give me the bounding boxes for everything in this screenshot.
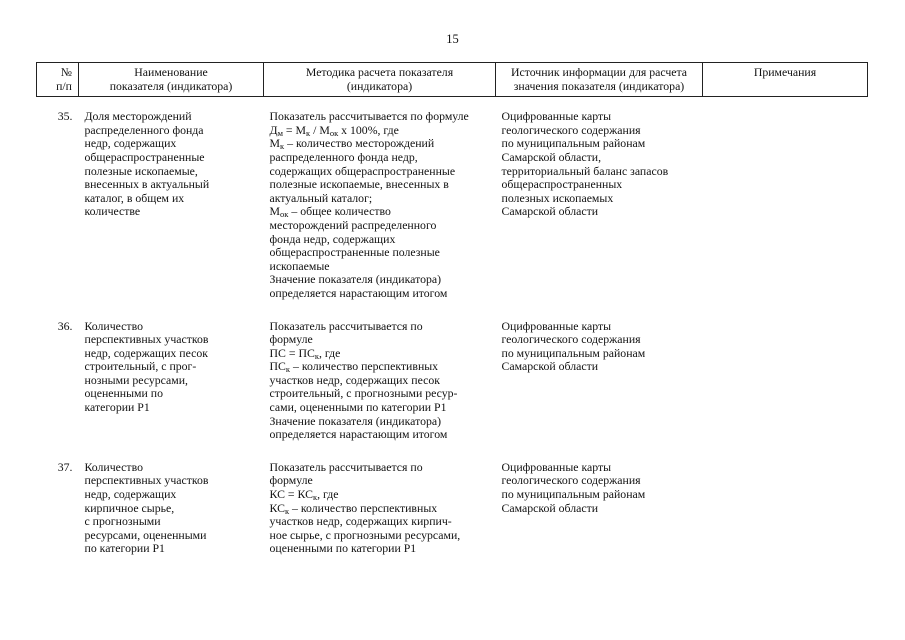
formula-part: ПС = ПС [269,345,315,360]
formula-subscript: к [306,127,311,138]
definition-text: – количество месторождений [284,136,435,151]
calculation-method [264,97,496,314]
name-line: внесенных в актуальный [84,177,210,192]
method-line: ископаемые [269,258,330,273]
source-line: по муниципальным районам [501,345,646,360]
source-line: по муниципальным районам [501,487,646,502]
name-line: Количество [84,459,143,474]
header-method-line: (индикатора) [346,78,413,93]
method-line: сами, оцененными по категории Р1 [269,400,447,415]
formula-part: х 100%, где [338,122,399,137]
indicators-table [36,62,868,556]
notes [703,97,868,314]
name-line: строительный, с прог- [84,359,197,374]
method-line: распределенного фонда недр, [269,149,418,164]
header-name-line: Наименование [134,65,208,79]
formula-subscript: м [277,127,283,138]
method-line: общераспространенные полезные [269,245,440,260]
header-num-line: п/п [56,78,72,93]
indicator-name [79,314,264,455]
method-line: Показатель рассчитывается по [269,318,423,333]
calculation-method [264,314,496,455]
name-line: Количество [84,318,143,333]
source-line: Оцифрованные карты [501,459,612,474]
header-notes-line: Примечания [753,65,817,79]
row-number: 36. [57,318,73,333]
name-line: Доля месторождений [84,109,192,124]
header-name [79,63,264,97]
information-source [496,314,703,455]
method-line: оцененными по категории Р1 [269,541,417,556]
variable-symbol: ПС [269,359,286,374]
source-line: Самарской области [501,359,599,374]
table-row [37,97,868,314]
method-line: формуле [269,473,313,488]
row-number: 37. [57,459,73,474]
information-source [496,455,703,556]
header-source-line: Источник информации для расчета [510,65,688,79]
method-line: Значение показателя (индикатора) [269,413,442,428]
method-line: определяется нарастающим итогом [269,285,448,300]
source-line: геологического содержания [501,473,641,488]
method-line: определяется нарастающим итогом [269,427,448,442]
source-line: по муниципальным районам [501,136,646,151]
formula-subscript: к [312,492,318,503]
source-line: полезных ископаемых [501,190,614,205]
table-row [37,455,868,556]
method-line: полезные ископаемые, внесенных в [269,177,449,192]
name-line: недр, содержащих песок [84,345,208,360]
row-number: 35. [57,109,73,124]
method-line: участков недр, содержащих кирпич- [269,514,452,529]
method-line: фонда недр, содержащих [269,231,396,246]
header-num-line: № [60,65,72,79]
formula-part: / М [310,122,330,137]
method-definition [270,205,492,219]
method-line: Значение показателя (индикатора) [269,272,442,287]
formula-part: , где [317,487,339,502]
formula-subscript: к [284,505,290,516]
definition-text: – количество перспективных [290,359,439,374]
name-line: по категории Р1 [84,541,165,556]
method-definition [270,137,492,151]
name-line: ресурсами, оцененными [84,527,207,542]
name-line: нозными ресурсами, [84,372,188,387]
formula-part: Д [269,122,278,137]
method-definition [270,360,492,374]
source-line: Самарской области [501,204,599,219]
source-line: общераспространенных [501,177,623,192]
name-line: распределенного фонда [84,122,204,137]
formula-subscript: ок [329,127,339,138]
header-num [37,63,79,97]
name-line: полезные ископаемые, [84,163,198,178]
method-line: Показатель рассчитывается по формуле [269,109,469,124]
method-line: содержащих общераспространенные [269,163,456,178]
source-line: Самарской области, [501,149,602,164]
indicator-name [79,455,264,556]
source-line: территориальный баланс запасов [501,163,669,178]
formula-part: = М [282,122,306,137]
variable-symbol: М [269,204,280,219]
method-line: ное сырье, с прогнозными ресурсами, [269,527,461,542]
method-line: участков недр, содержащих песок [269,372,440,387]
header-method [264,63,496,97]
formula-subscript: к [280,141,285,152]
name-line: общераспространенные [84,149,205,164]
method-formula [270,488,492,502]
name-line: недр, содержащих [84,136,177,151]
formula-subscript: к [314,350,319,361]
method-line: строительный, с прогнозными ресур- [269,386,458,401]
formula-part: КС = КС [269,487,313,502]
calculation-method [264,455,496,556]
formula-subscript: ок [280,209,289,220]
definition-text: – количество перспективных [289,500,438,515]
header-source [496,63,703,97]
source-line: Оцифрованные карты [501,318,612,333]
name-line: оцененными по [84,386,163,401]
source-line: Оцифрованные карты [501,109,612,124]
variable-symbol: КС [269,500,285,515]
name-line: перспективных участков [84,473,209,488]
method-line: актуальный каталог; [269,190,373,205]
name-line: недр, содержащих [84,487,177,502]
name-line: кирпичное сырье, [84,500,175,515]
table-row [37,314,868,455]
name-line: количестве [84,204,141,219]
formula-subscript: к [285,364,291,375]
source-line: Самарской области [501,500,599,515]
formula-part: , где [318,345,341,360]
header-notes [703,63,868,97]
definition-text: – общее количество [288,204,391,219]
header-method-line: Методика расчета показателя [305,65,454,79]
table-header-row [37,63,868,97]
indicator-name [79,97,264,314]
name-line: каталог, в общем их [84,190,185,205]
source-line: геологического содержания [501,122,641,137]
notes [703,455,868,556]
variable-symbol: М [269,136,280,151]
method-line: Показатель рассчитывается по [269,459,423,474]
method-definition [270,502,492,516]
information-source [496,97,703,314]
name-line: категории Р1 [84,400,150,415]
method-line: формуле [269,332,313,347]
source-line: геологического содержания [501,332,641,347]
notes [703,314,868,455]
page-number: 15 [446,32,459,46]
method-formula [270,124,492,138]
method-formula [270,347,492,361]
header-source-line: значения показателя (индикатора) [513,78,685,93]
header-name-line: показателя (индикатора) [109,78,233,93]
name-line: с прогнозными [84,514,161,529]
name-line: перспективных участков [84,332,209,347]
method-line: месторождений распределенного [269,217,437,232]
